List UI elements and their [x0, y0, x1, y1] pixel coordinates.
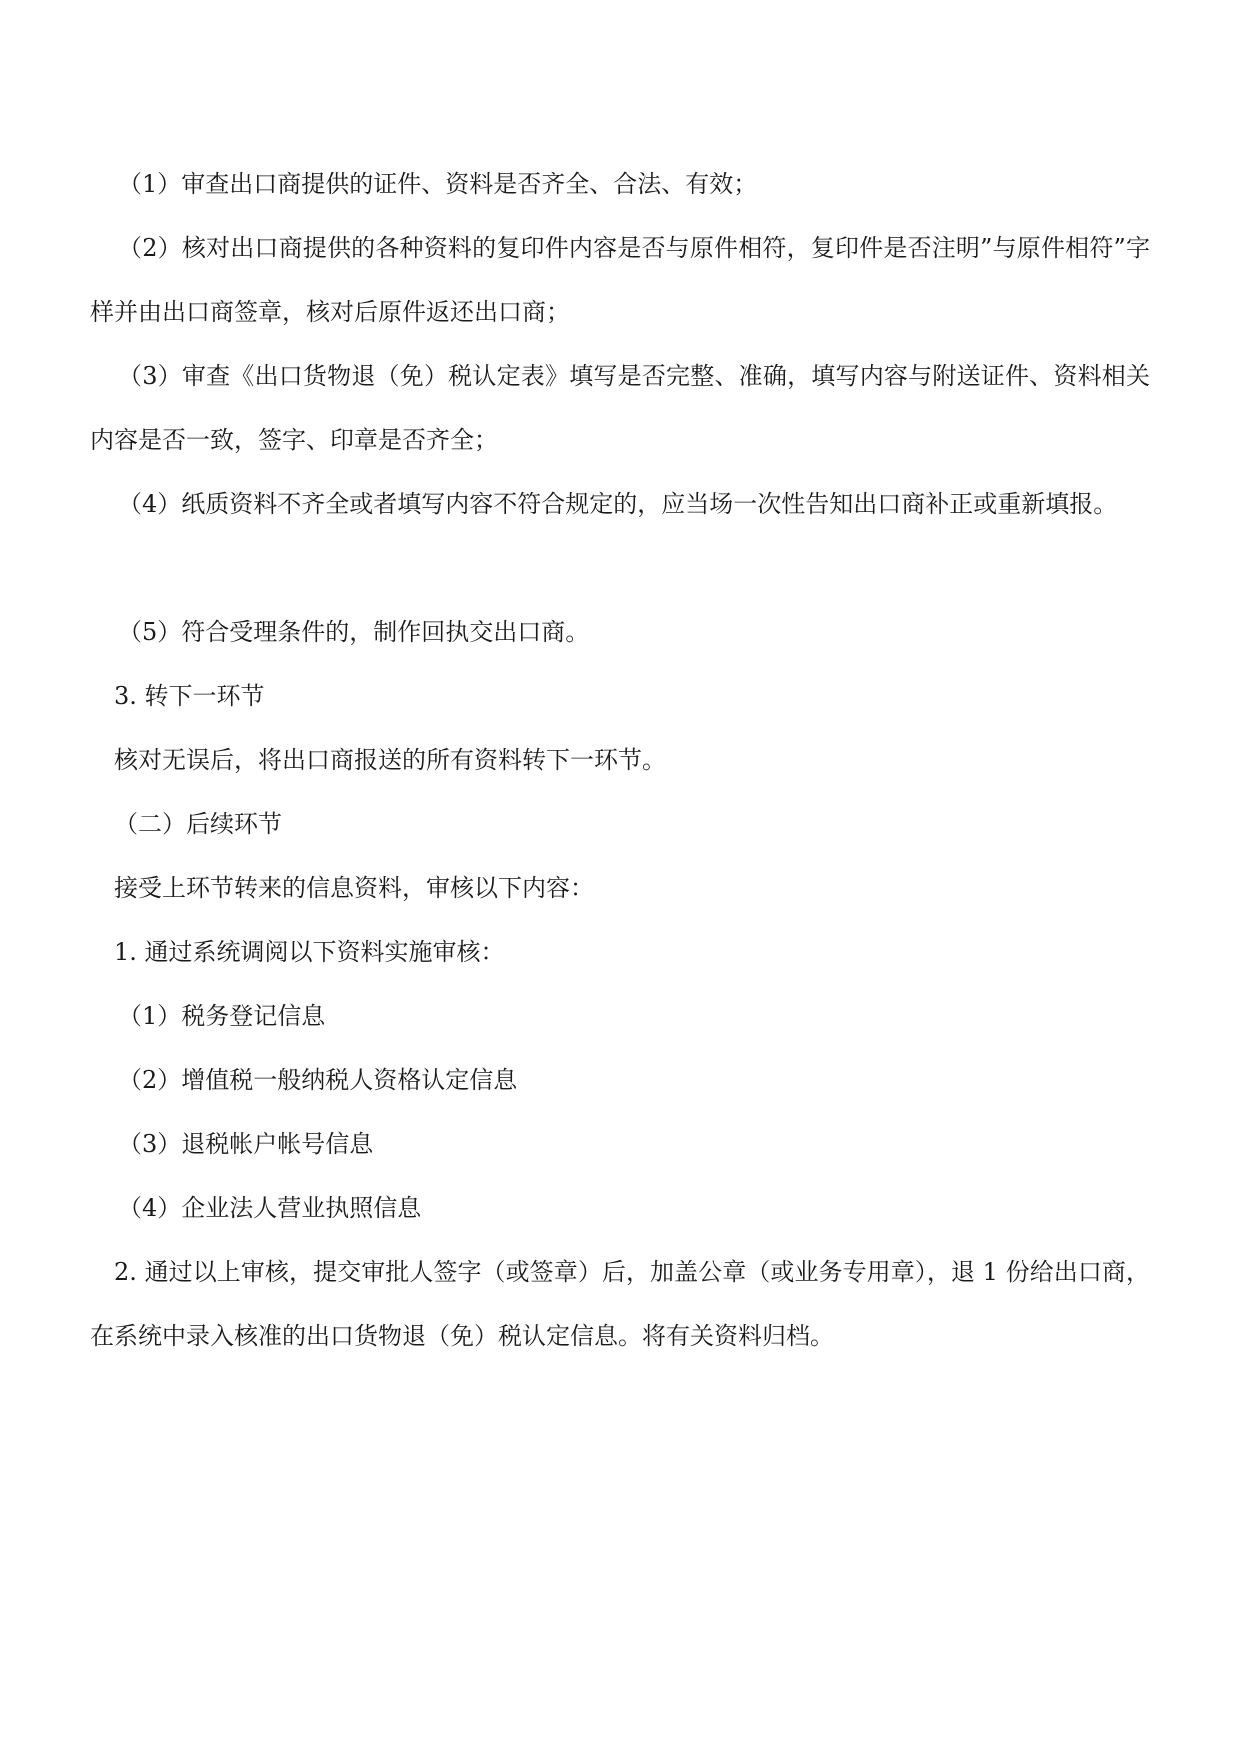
- list-item-tax-registration: （1）税务登记信息: [118, 1002, 326, 1030]
- paragraph-review-documents: （1）审查出口商提供的证件、资料是否齐全、合法、有效；: [118, 170, 758, 198]
- list-item-business-license: （4）企业法人营业执照信息: [118, 1194, 422, 1222]
- heading-next-step: 3. 转下一环节: [114, 682, 265, 710]
- list-item-refund-account: （3）退税帐户帐号信息: [118, 1130, 374, 1158]
- paragraph-review-form: （3）审查《出口货物退（免）税认定表》填写是否完整、准确，填写内容与附送证件、资料相关内容是否一致，签字、印章是否齐全；: [90, 362, 1150, 454]
- paragraph-check-copies: （2）核对出口商提供的各种资料的复印件内容是否与原件相符，复印件是否注明”与原件相符”字样并由出口商签章，核对后原件返还出口商；: [90, 234, 1150, 326]
- heading-follow-up: （二）后续环节: [114, 810, 282, 838]
- paragraph-approval-archive: 2. 通过以上审核，提交审批人签字（或签章）后，加盖公章（或业务专用章），退 1 份给出口商，在系统中录入核准的出口货物退（免）税认定信息。将有关资料归档。: [90, 1258, 1150, 1350]
- paragraph-forward-materials: 核对无误后，将出口商报送的所有资料转下一环节。: [114, 746, 666, 774]
- list-item-vat-qualification: （2）增值税一般纳税人资格认定信息: [118, 1066, 518, 1094]
- heading-system-review: 1. 通过系统调阅以下资料实施审核：: [114, 938, 505, 966]
- paragraph-receive-info: 接受上环节转来的信息资料，审核以下内容：: [114, 874, 594, 902]
- paragraph-incomplete-materials: （4）纸质资料不齐全或者填写内容不符合规定的，应当场一次性告知出口商补正或重新填报。: [118, 490, 1118, 518]
- paragraph-issue-receipt: （5）符合受理条件的，制作回执交出口商。: [118, 618, 590, 646]
